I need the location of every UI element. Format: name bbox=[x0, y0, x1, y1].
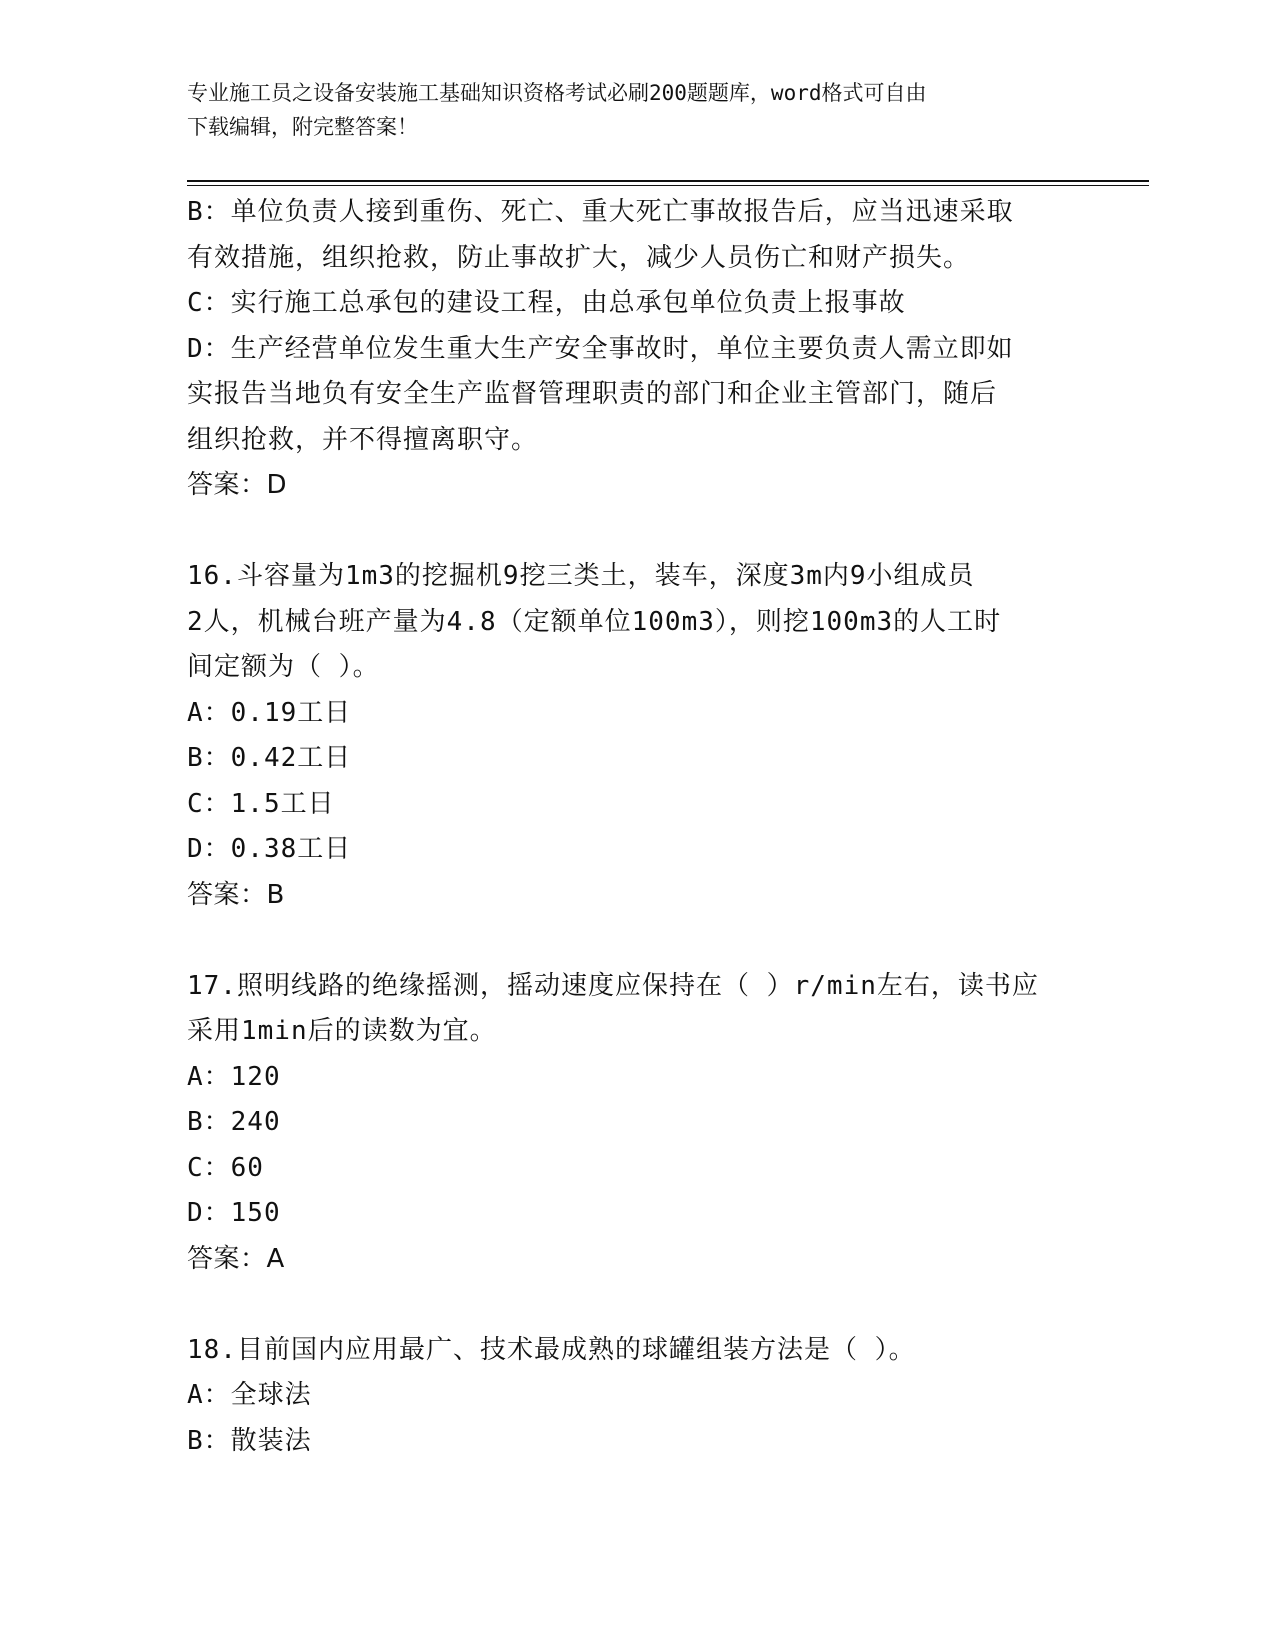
option-c: C：实行施工总承包的建设工程，由总承包单位负责上报事故 bbox=[187, 288, 906, 318]
option-d-line-3: 组织抢救，并不得擅离职守。 bbox=[187, 424, 539, 455]
option-b: B：散装法 bbox=[187, 1425, 312, 1456]
question-15-tail bbox=[187, 190, 1087, 509]
option-a: A：120 bbox=[187, 1061, 281, 1092]
answer: 答案：A bbox=[187, 1243, 285, 1274]
option-d-line-1: D：生产经营单位发生重大生产安全事故时，单位主要负责人需立即如 bbox=[187, 333, 1014, 364]
question-stem-line-3: 间定额为（ ）。 bbox=[187, 652, 380, 682]
header-line-2: 下载编辑，附完整答案！ bbox=[187, 115, 418, 139]
question-17 bbox=[187, 964, 1087, 1283]
spacer bbox=[187, 1282, 1087, 1328]
option-d: D：150 bbox=[187, 1198, 281, 1228]
option-c: C：60 bbox=[187, 1152, 264, 1183]
option-b-line-2: 有效措施，组织抢救，防止事故扩大，减少人员伤亡和财产损失。 bbox=[187, 242, 971, 273]
question-16 bbox=[187, 554, 1087, 918]
question-stem-line-1: 18.目前国内应用最广、技术最成熟的球罐组装方法是（ ）。 bbox=[187, 1334, 916, 1365]
header-line-1: 专业施工员之设备安装施工基础知识资格考试必刷200题题库，word格式可自由 bbox=[187, 81, 927, 105]
option-a: A：全球法 bbox=[187, 1380, 312, 1410]
option-d: D：0.38工日 bbox=[187, 834, 352, 864]
question-stem-line-2: 采用1min后的读数为宜。 bbox=[187, 1016, 497, 1046]
option-d-line-2: 实报告当地负有安全生产监督管理职责的部门和企业主管部门，随后 bbox=[187, 379, 998, 409]
document-header bbox=[187, 76, 1067, 144]
question-18 bbox=[187, 1328, 1087, 1465]
option-a: A：0.19工日 bbox=[187, 697, 352, 728]
answer: 答案：B bbox=[187, 879, 285, 910]
spacer bbox=[187, 918, 1087, 964]
option-c: C：1.5工日 bbox=[187, 788, 335, 819]
question-stem-line-2: 2人，机械台班产量为4.8（定额单位100m3），则挖100m3的人工时 bbox=[187, 606, 1002, 637]
question-stem-line-1: 16.斗容量为1m3的挖掘机9挖三类土，装车，深度3m内9小组成员 bbox=[187, 561, 975, 591]
option-b: B：240 bbox=[187, 1107, 281, 1137]
question-stem-line-1: 17.照明线路的绝缘摇测，摇动速度应保持在（ ）r/min左右，读书应 bbox=[187, 970, 1039, 1001]
header-divider-thick bbox=[187, 180, 1149, 182]
answer: 答案：D bbox=[187, 470, 288, 500]
header-divider-thin bbox=[187, 185, 1149, 186]
option-b-line-1: B：单位负责人接到重伤、死亡、重大死亡事故报告后，应当迅速采取 bbox=[187, 197, 1014, 227]
question-list bbox=[187, 190, 1087, 1464]
spacer bbox=[187, 509, 1087, 555]
option-b: B：0.42工日 bbox=[187, 743, 352, 773]
